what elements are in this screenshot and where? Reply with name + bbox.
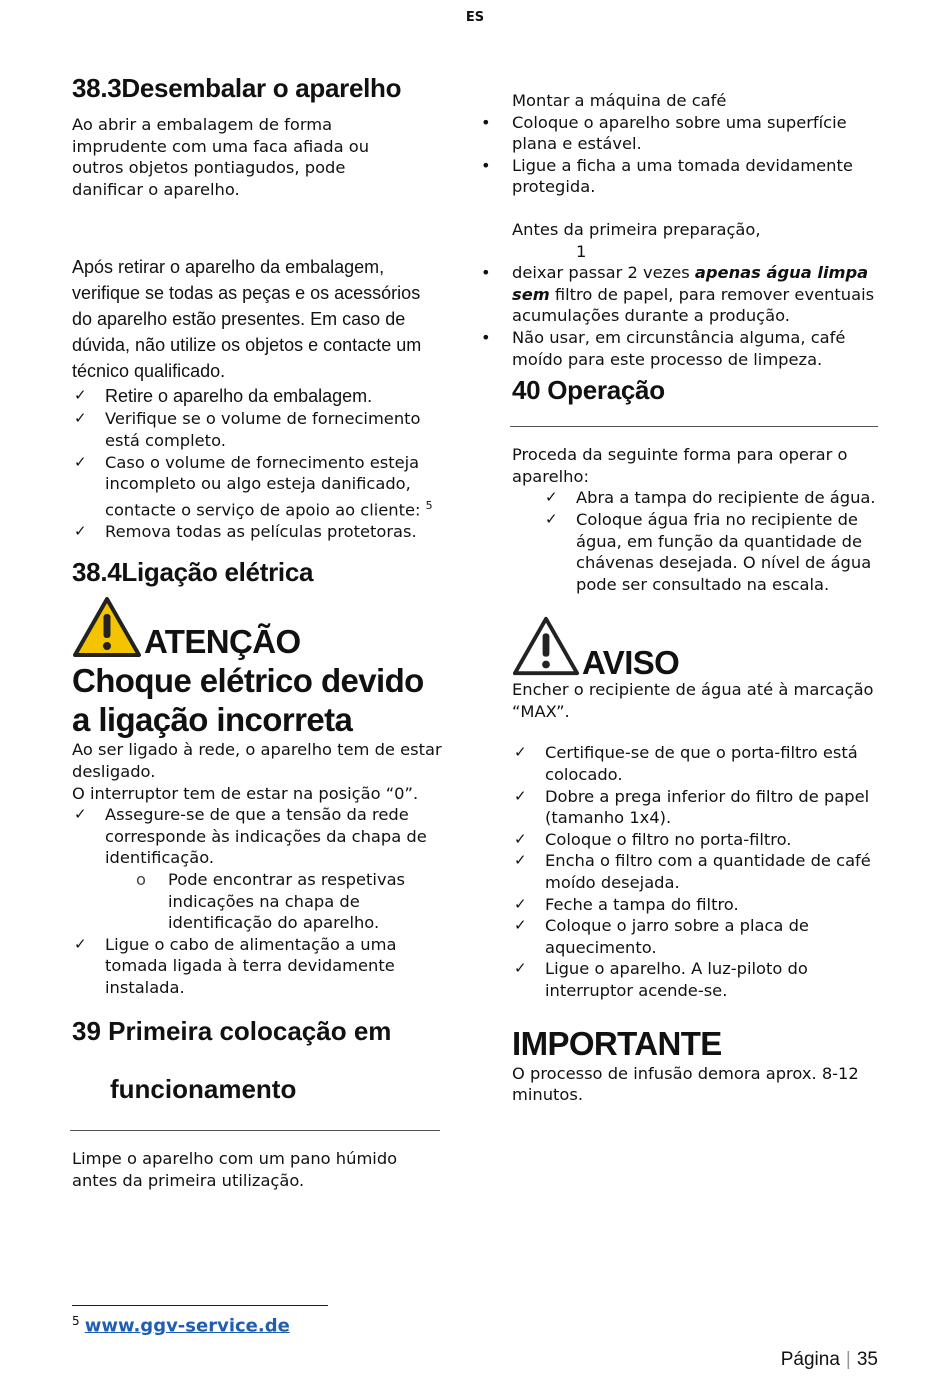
- unpack-check-paragraph: Após retirar o aparelho da embalagem, verifique se todas as peças e os acessórios do aparelho estão presentes. Em caso de dúvida, não utilize os objetos e contacte um técnico qualificado.: [72, 257, 422, 382]
- check-icon: ✓: [514, 743, 527, 762]
- warning-subject: Choque elétrico devido a ligação incorreta: [72, 662, 424, 739]
- checklist-item: ✓ Certifique-se de que o porta-filtro está colocado.: [514, 743, 858, 785]
- checklist-item: ✓ Encha o filtro com a quantidade de café moído desejada.: [514, 851, 871, 893]
- page-num: 35: [856, 1349, 878, 1370]
- checklist-item: ✓ Retire o aparelho da embalagem.: [74, 386, 373, 407]
- bullet-item: • Ligue a ficha a uma tomada devidamente protegida.: [481, 155, 853, 197]
- language-header: ES: [465, 10, 485, 25]
- section-divider: [510, 426, 878, 427]
- check-icon: ✓: [514, 894, 527, 913]
- section-number: 39: [72, 1016, 101, 1047]
- checklist-item: ✓ Ligue o cabo de alimentação a uma tomada ligada à terra devidamente instalada.: [74, 934, 397, 997]
- check-icon: ✓: [514, 829, 527, 848]
- checklist-item: ✓ Remova todas as películas protetoras.: [74, 521, 417, 541]
- check-icon: ✓: [514, 916, 527, 935]
- first-prep-number: 1: [576, 241, 587, 261]
- check-icon: ✓: [514, 786, 527, 805]
- bullet-item: • Coloque o aparelho sobre uma superfície plana e estável.: [481, 112, 847, 154]
- check-icon: ✓: [74, 452, 87, 471]
- checklist-item: ✓ Coloque água fria no recipiente de água, em função da quantidade de chávenas desejada. O nível de água pode ser consultado na escala.: [545, 509, 872, 594]
- operation-checklist: [512, 487, 884, 595]
- check-icon: ✓: [74, 409, 87, 428]
- checklist-item: ✓ Ligue o aparelho. A luz-piloto do interruptor acende-se.: [514, 959, 808, 1000]
- footnote-ref: 5: [425, 498, 433, 512]
- unpack-checklist: [72, 384, 442, 542]
- aviso-block: [512, 615, 884, 682]
- section-title-39: 39 Primeira colocação em funcionamento: [72, 1016, 392, 1105]
- checklist-item: ✓ Dobre a prega inferior do filtro de papel (tamanho 1x4).: [514, 786, 870, 828]
- checklist-item: ✓ Caso o volume de fornecimento esteja incompleto ou algo esteja danificado, contacte o serviço de apoio ao cliente: $^5$: [74, 452, 433, 520]
- check-icon: ✓: [74, 934, 87, 953]
- footnote: [72, 1314, 290, 1336]
- page-label: Página: [780, 1349, 840, 1370]
- bullet-item: • Não usar, em circunstância alguma, café moído para este processo de limpeza.: [481, 327, 846, 369]
- check-icon: ✓: [545, 488, 558, 507]
- assemble-list: [481, 112, 884, 198]
- checklist-item: ✓ Assegure-se de que a tensão da rede corresponde às indicações da chapa de identificação.: [74, 805, 427, 868]
- checklist-item: ✓ Verifique se o volume de fornecimento está completo.: [74, 409, 421, 450]
- warning-word: ATENÇÃO: [144, 623, 301, 661]
- assemble-intro: Montar a máquina de café: [512, 91, 727, 110]
- warning-triangle-icon: [512, 615, 580, 677]
- section-divider: [70, 1130, 440, 1131]
- check-icon: ✓: [545, 509, 558, 528]
- bullet-item: • deixar passar 2 vezes apenas água limpa sem filtro de papel, para remover eventuais acumulações durante a produção.: [481, 263, 875, 326]
- page-separator: |: [845, 1349, 851, 1370]
- electric-warning-block: [72, 596, 442, 739]
- first-prep-list: [481, 262, 884, 370]
- important-text: O processo de infusão demora aprox. 8-12 minutos.: [512, 1063, 859, 1105]
- section-title-38-4: 38.4Ligação elétrica: [72, 557, 314, 588]
- brewing-steps: [512, 742, 884, 1001]
- page-number: [781, 1349, 878, 1371]
- checklist-item: ✓ Coloque o jarro sobre a placa de aquecimento.: [514, 916, 809, 957]
- sub-list-item: o Pode encontrar as respetivas indicações na chapa de identificação do aparelho.: [136, 869, 406, 933]
- check-icon: ✓: [514, 851, 527, 870]
- bullet-dot: •: [481, 155, 491, 175]
- check-icon: ✓: [514, 959, 527, 978]
- electric-checklist: [72, 804, 442, 998]
- left-column: [72, 72, 442, 1192]
- checklist-item: ✓ Abra a tampa do recipiente de água.: [545, 488, 876, 508]
- important-heading: IMPORTANTE: [512, 1024, 722, 1062]
- section-title-40: 40 Operação: [512, 375, 665, 406]
- electric-paragraph-2: O interruptor tem de estar na posição “0”.: [72, 783, 419, 803]
- unpack-warning-paragraph: Ao abrir a embalagem de forma imprudente com uma faca afiada ou outros objetos pontiagudos, pode danificar o aparelho.: [72, 115, 370, 199]
- cleaning-paragraph: Limpe o aparelho com um pano húmido antes da primeira utilização.: [72, 1149, 398, 1191]
- section-title-38-3: 38.3Desembalar o aparelho: [72, 73, 402, 103]
- right-column: [481, 90, 884, 1106]
- warning-triangle-icon: [72, 596, 142, 658]
- aviso-text: Encher o recipiente de água até à marcação “MAX”.: [512, 680, 874, 721]
- bullet-dot: •: [481, 112, 491, 132]
- footnote-number: 5: [72, 1314, 80, 1328]
- bullet-dot: •: [481, 327, 491, 347]
- first-prep-intro: Antes da primeira preparação,: [512, 219, 761, 239]
- electric-paragraph-1: Ao ser ligado à rede, o aparelho tem de estar desligado.: [72, 740, 442, 781]
- checklist-item: ✓ Feche a tampa do filtro.: [514, 894, 739, 914]
- sub-bullet: o: [136, 869, 146, 889]
- operation-intro: Proceda da seguinte forma para operar o aparelho:: [512, 445, 848, 486]
- aviso-word: AVISO: [582, 644, 680, 682]
- check-icon: ✓: [74, 521, 87, 540]
- checklist-item: ✓ Coloque o filtro no porta-filtro.: [514, 829, 792, 849]
- check-icon: ✓: [74, 387, 87, 405]
- check-icon: ✓: [74, 805, 87, 824]
- footnote-divider: [72, 1305, 328, 1306]
- bullet-dot: •: [481, 263, 491, 283]
- service-link[interactable]: www.ggv-service.de: [84, 1315, 290, 1337]
